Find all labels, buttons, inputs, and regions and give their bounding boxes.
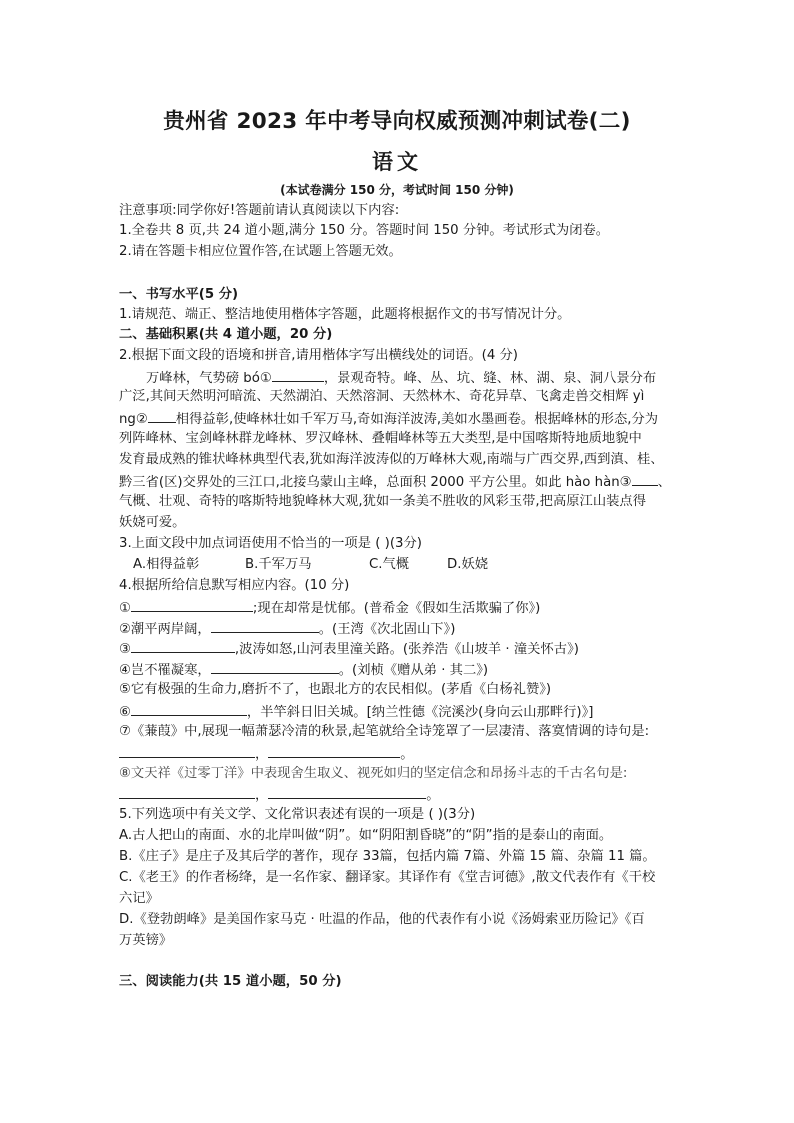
q5-option-d[interactable]: D.《登勃朗峰》是美国作家马克 · 吐温的作品，他的代表作有小说《汤姆索亚历险记》《百 [119,912,645,927]
notice-heading: 注意事项:同学你好!答题前请认真阅读以下内容: [119,203,400,218]
answer-blank-q4-3[interactable] [131,638,235,653]
exam-title: 贵州省 2023 年中考导向权威预测冲刺试卷(二) [163,109,631,134]
q4-period: 。 [426,788,440,803]
passage-line-5: 发育最成熟的锥状峰林典型代表,犹如海洋波涛似的万峰林大观,南端与广西交界,西到滇、桂、 [119,452,664,467]
q4-item-7: ⑦《蒹葭》中,展现一幅萧瑟冷清的秋景,起笔就给全诗笼罩了一层凄清、落寞情调的诗句是: [119,724,650,739]
section-1-heading: 一、书写水平(5 分) [119,287,239,302]
question-3: 3.上面文段中加点词语使用不恰当的一项是 ( )(3分) [119,536,422,551]
answer-blank-q4-7b[interactable] [268,743,400,758]
q5-option-d-cont: 万英镑》 [119,933,173,948]
passage-text: 黔三省(区)交界处的三江口,北接乌蒙山主峰，总面积 2000 平方公里。如此 hào hàn③ [119,475,632,490]
q3-options [133,555,488,575]
answer-blank-q4-4[interactable] [211,659,339,674]
answer-blank-q4-2[interactable] [211,618,319,633]
passage-line-6 [119,471,671,493]
notice-item-2: 2.请在答题卡相应位置作答,在试题上答题无效。 [119,244,402,259]
passage-text: 、 [657,475,671,490]
q4-item-text: 。(刘桢《赠从弟 · 其二》) [338,663,489,678]
q4-item-5: ⑤它有极强的生命力,磨折不了，也跟北方的农民相似。(茅盾《白杨礼赞》) [119,682,552,697]
notice-item-1: 1.全卷共 8 页,共 24 道小题,满分 150 分。答题时间 150 分钟。考试形式为闭卷。 [119,223,610,238]
passage-text: ，景观奇特。峰、丛、坑、缝、林、湖、泉、洞八景分布 [323,371,657,386]
q4-item-text: 。(王湾《次北固山下》) [318,622,456,637]
question-5: 5.下列选项中有关文学、文化常识表述有误的一项是 ( )(3分) [119,807,476,822]
q5-option-c-cont: 六记》 [119,891,159,906]
q4-item-text: ;现在却常是忧郁。(普希金《假如生活欺骗了你》) [252,601,541,616]
answer-blank-q4-8a[interactable] [119,784,255,799]
q5-option-c[interactable]: C.《老王》的作者杨绛，是一名作家、翻译家。其译作有《堂吉诃德》,散文代表作有《干校 [119,870,656,885]
q4-item-number: ⑥ [119,705,131,720]
q4-item-6 [119,701,593,723]
question-2: 2.根据下面文段的语境和拼音,请用楷体字写出横线处的词语。(4 分) [119,348,518,363]
answer-blank-1[interactable] [272,367,324,382]
q4-item-8-answers [119,784,440,806]
q4-separator: ， [255,747,269,762]
q4-item-text: ,波涛如怒,山河表里潼关路。(张养浩《山坡羊 · 潼关怀古》) [234,642,579,657]
passage-text: ng② [119,412,148,427]
section-3-heading: 三、阅读能力(共 15 道小题，50 分) [119,974,342,989]
q4-item-8: ⑧文天祥《过零丁洋》中表现舍生取义、视死如归的坚定信念和昂扬斗志的千古名句是: [119,766,628,781]
passage-line-3 [119,408,658,430]
q3-option-d[interactable]: D.妖娆 [447,557,489,572]
answer-blank-2[interactable] [148,408,176,423]
q4-item-4 [119,659,488,681]
q4-item-number: ③ [119,642,131,657]
q4-item-1 [119,597,540,619]
q3-option-b[interactable]: B.千军万马 [245,557,312,572]
q3-option-c[interactable]: C.气概 [369,557,410,572]
passage-text: 万峰林，气势磅 bó① [146,371,272,386]
passage-line-4: 列阵峰林、宝剑峰林群龙峰林、罗汉峰林、叠帽峰林等五大类型,是中国喀斯特地质地貌中 [119,431,642,446]
q4-item-number: ① [119,601,131,616]
answer-blank-3[interactable] [632,471,658,486]
passage-line-8: 妖娆可爱。 [119,515,186,530]
q4-item-3 [119,638,579,660]
answer-blank-q4-8b[interactable] [268,784,426,799]
q4-separator: ， [255,788,269,803]
passage-line-1 [146,367,656,389]
question-4: 4.根据所给信息默写相应内容。(10 分) [119,578,350,593]
q4-item-text: ②潮平两岸阔， [119,622,211,637]
q5-option-a[interactable]: A.古人把山的南面、水的北岸叫做“阴”。如“阴阳割昏晓”的“阴”指的是泰山的南面。 [119,828,613,843]
passage-line-2: 广泛,其间天然明河暗流、天然湖泊、天然溶洞、天然林木、奇花异草、飞禽走兽交相辉 yì [119,389,645,404]
q4-period: 。 [400,747,414,762]
q4-item-7-answers [119,743,414,765]
q4-item-text: ④岂不罹凝寒， [119,663,211,678]
question-1: 1.请规范、端正、整洁地使用楷体字答题，此题将根据作文的书写情况计分。 [119,307,571,322]
passage-text: 相得益彰,使峰林壮如千军万马,奇如海洋波涛,美如水墨画卷。根据峰林的形态,分为 [175,412,659,427]
q4-item-2 [119,618,455,640]
answer-blank-q4-6[interactable] [131,701,247,716]
answer-blank-q4-1[interactable] [131,597,253,612]
score-time-note: (本试卷满分 150 分，考试时间 150 分钟) [280,183,514,197]
q5-option-b[interactable]: B.《庄子》是庄子及其后学的著作，现存 33篇，包括内篇 7篇、外篇 15 篇、杂篇 11 篇。 [119,849,656,864]
answer-blank-q4-7a[interactable] [119,743,255,758]
q3-option-a[interactable]: A.相得益彰 [133,557,200,572]
subject-title: 语文 [372,150,422,174]
q4-item-text: ，半竿斜日旧关城。[纳兰性德《浣溪沙(身向云山那畔行)》] [246,705,594,720]
passage-line-7: 气概、壮观、奇特的喀斯特地貌峰林大观,犹如一条美不胜收的风彩玉带,把高原江山装点得 [119,494,647,509]
section-2-heading: 二、基础积累(共 4 道小题，20 分) [119,327,333,342]
